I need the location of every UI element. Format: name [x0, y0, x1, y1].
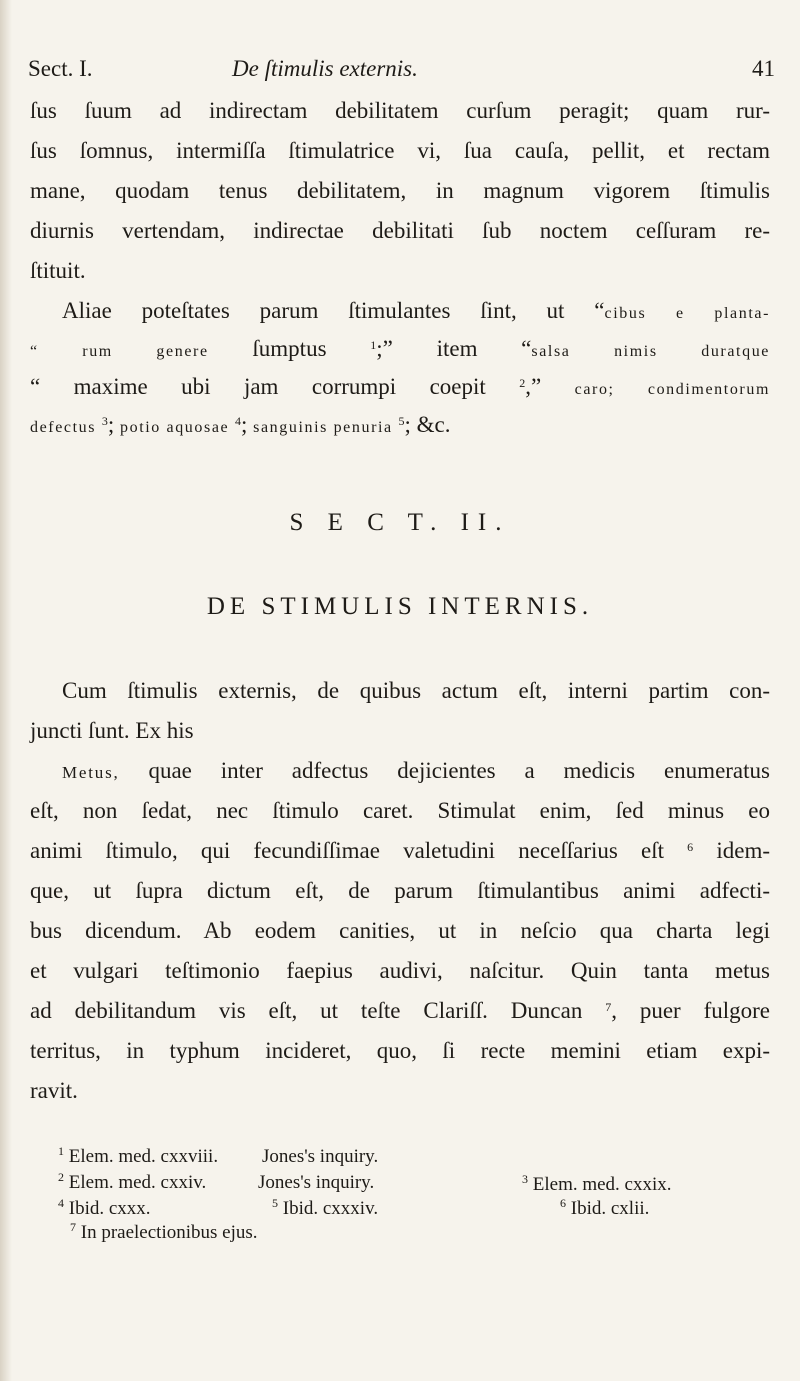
smallcaps-run: cibus e planta-	[604, 305, 771, 322]
smallcaps-run: sanguinis penuria	[253, 419, 393, 436]
text-run: “ maxime ubi jam corrumpi coepit	[30, 374, 520, 399]
footnote-text: Elem. med. cxxix.	[532, 1174, 672, 1195]
footnote-mark: 3	[522, 1172, 528, 1186]
footnote	[560, 1198, 649, 1220]
footnote-text: Jones's inquiry.	[258, 1172, 375, 1193]
smallcaps-run: “ rum genere	[30, 343, 209, 360]
text-line: juncti ſunt. Ex his	[30, 718, 194, 743]
text-run: ;	[107, 412, 120, 437]
footnote-text: Ibid. cxxx.	[68, 1198, 151, 1219]
text-run: ſumptus	[208, 336, 371, 361]
text-line	[30, 836, 770, 866]
footnote-mark: 7	[70, 1220, 76, 1234]
text-line: ravit.	[30, 1078, 78, 1103]
header-running-title: De ſtimulis externis.	[232, 56, 418, 81]
page-gutter-shadow	[0, 0, 12, 1381]
text-line	[62, 756, 770, 788]
text-line: ſtituit.	[30, 258, 86, 283]
text-run: Aliae poteſtates parum ſtimulantes ſint, ut “	[62, 298, 605, 323]
footnote-ref: 6	[687, 840, 694, 854]
footnote-mark: 4	[58, 1196, 64, 1210]
footnote-ref: 5	[398, 414, 405, 428]
text-line	[30, 996, 770, 1026]
footnote-ref: 7	[605, 1000, 612, 1014]
footnote	[58, 1172, 206, 1194]
text-line: eſt, non ſedat, nec ſtimulo caret. Stimulat enim, ſed minus eo	[30, 798, 770, 823]
text-run: , puer fulgore	[611, 998, 770, 1023]
footnote-ref: 1	[370, 338, 377, 352]
footnote-text: Ibid. cxlii.	[570, 1198, 650, 1219]
section-title: DE STIMULIS INTERNIS.	[206, 593, 594, 620]
footnote	[58, 1146, 218, 1168]
footnote-text: Ibid. cxxxiv.	[282, 1198, 379, 1219]
text-line: territus, in typhum incideret, quo, ſi recte memini etiam expi-	[30, 1038, 770, 1063]
footnote	[262, 1146, 378, 1168]
footnote	[70, 1222, 258, 1244]
text-run: ; &c.	[404, 412, 451, 437]
footnote	[258, 1172, 374, 1194]
footnote-text: Elem. med. cxxiv.	[68, 1172, 207, 1193]
footnote-mark: 6	[560, 1196, 566, 1210]
text-run: idem-	[693, 838, 770, 863]
text-line: et vulgari teſtimonio faepius audivi, naſcitur. Quin tanta metus	[30, 958, 770, 983]
smallcaps-run: Metus,	[62, 763, 120, 782]
text-line: diurnis vertendam, indirectae debilitati ſub noctem ceſſuram re-	[30, 218, 770, 243]
text-line	[30, 410, 770, 443]
text-line: mane, quodam tenus debilitatem, in magnum vigorem ſtimulis	[30, 178, 770, 203]
text-line	[30, 334, 770, 367]
footnote	[58, 1198, 151, 1220]
text-line: ſus ſomnus, intermiſſa ſtimulatrice vi, ſua cauſa, pellit, et rectam	[30, 138, 770, 163]
footnote-mark: 2	[58, 1170, 64, 1184]
text-line: que, ut ſupra dictum eſt, de parum ſtimulantibus animi adfecti-	[30, 878, 770, 903]
footnote	[272, 1198, 378, 1220]
footnote	[522, 1174, 672, 1196]
text-run: animi ſtimulo, qui fecundiſſimae valetudini neceſſarius eſt	[30, 838, 688, 863]
text-run: ,”	[525, 374, 575, 399]
text-run: ad debilitandum vis eſt, ut teſte Clariſſ. Duncan	[30, 998, 606, 1023]
smallcaps-run: defectus	[30, 419, 97, 436]
smallcaps-run: salsa nimis duratque	[531, 343, 771, 360]
footnote-ref: 4	[234, 414, 241, 428]
footnote-text: Elem. med. cxxviii.	[68, 1146, 219, 1167]
text-run: quae inter adfectus dejicientes a medicis enumeratus	[119, 758, 770, 783]
text-line: bus dicendum. Ab eodem canities, ut in neſcio qua charta legi	[30, 918, 770, 943]
running-header	[0, 56, 800, 86]
text-line: ſus ſuum ad indirectam debilitatem curſum peragit; quam rur-	[30, 98, 770, 123]
section-number: S E C T. II.	[289, 509, 511, 536]
text-run: ;	[240, 412, 254, 437]
text-line	[30, 372, 770, 405]
footnote-ref: 3	[101, 414, 108, 428]
footnote-ref: 2	[519, 376, 526, 390]
header-page-number: 41	[752, 56, 775, 81]
smallcaps-run: caro; condimentorum	[574, 381, 770, 398]
footnote-text: In praelectionibus ejus.	[80, 1222, 258, 1243]
text-line: Cum ſtimulis externis, de quibus actum eſt, interni partim con-	[62, 678, 770, 703]
header-section-label: Sect. I.	[28, 56, 93, 81]
footnote-mark: 1	[58, 1144, 64, 1158]
text-run: ;” item “	[376, 336, 532, 361]
footnote-mark: 5	[272, 1196, 278, 1210]
text-line	[62, 296, 770, 329]
smallcaps-run: potio aquosae	[120, 419, 230, 436]
footnote-text: Jones's inquiry.	[262, 1146, 379, 1167]
